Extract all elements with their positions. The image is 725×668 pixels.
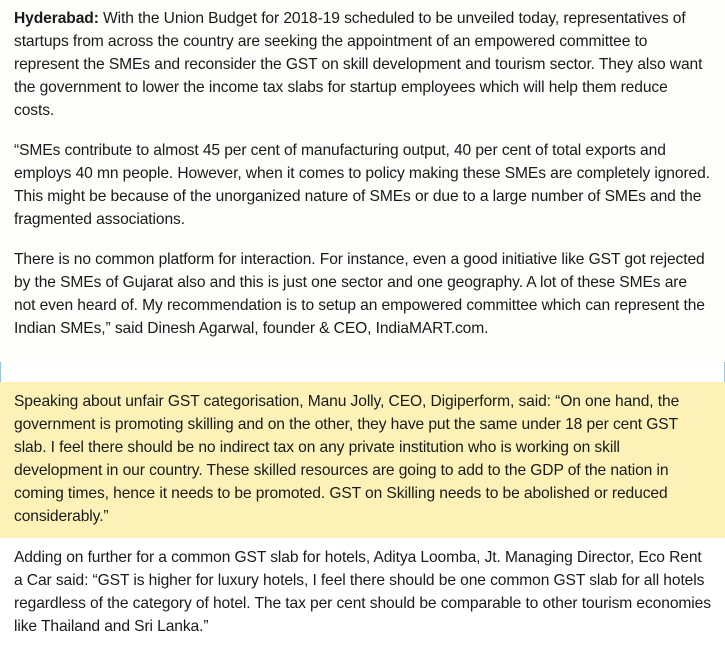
article-paragraph-hotels: Adding on further for a common GST slab for hotels, Aditya Loomba, Jt. Managing Director, Eco Rent a Car said: “GST is higher for luxury hotels, I feel there should be one common GST slab for all hotels regardless of the category of hotel. The tax per cent should be comparable to other tourism economies like Thailand and Sri Lanka.” [14, 549, 711, 635]
article-paragraph-quote-2: There is no common platform for interaction. For instance, even a good initiative like GST got rejected by the SMEs of Gujarat also and this is just one sector and one geography. A lot of these SMEs are not even heard of. My recommendation is to setup an empowered committee which can represent the Indian SMEs,” said Dinesh Agarwal, founder & CEO, IndiaMART.com. [14, 251, 705, 337]
article-paragraph-intro [14, 7, 711, 122]
article-bottom-section [0, 538, 725, 668]
article-paragraph-highlight: Speaking about unfair GST categorisation, Manu Jolly, CEO, Digiperform, said: “On one hand, the government is promoting skilling and on the other, they have put the same under 18 per cent GST slab. I feel there should be no indirect tax on any private institution who is working on skill development in our country. These skilled resources are going to add to the GDP of the nation in coming times, hence it needs to be promoted. GST on Skilling needs to be abolished or reduced considerably.” [14, 393, 680, 525]
intro-text: With the Union Budget for 2018-19 scheduled to be unveiled today, representatives of startups from across the country are seeking the appointment of an empowered committee to represent the SMEs and reconsider the GST on skill development and tourism sector. They also want the government to lower the income tax slabs for startup employees which will help them reduce costs. [14, 10, 703, 119]
article-paragraph-quote-1: “SMEs contribute to almost 45 per cent of manufacturing output, 40 per cent of total exports and employs 40 mn people. However, when it comes to policy making these SMEs are completely ignored. This might be because of the unorganized nature of SMEs or due to a large number of SMEs and the fragmented associations. [14, 142, 710, 228]
highlighted-quote-section [0, 382, 725, 538]
dateline: Hyderabad: [14, 10, 99, 27]
